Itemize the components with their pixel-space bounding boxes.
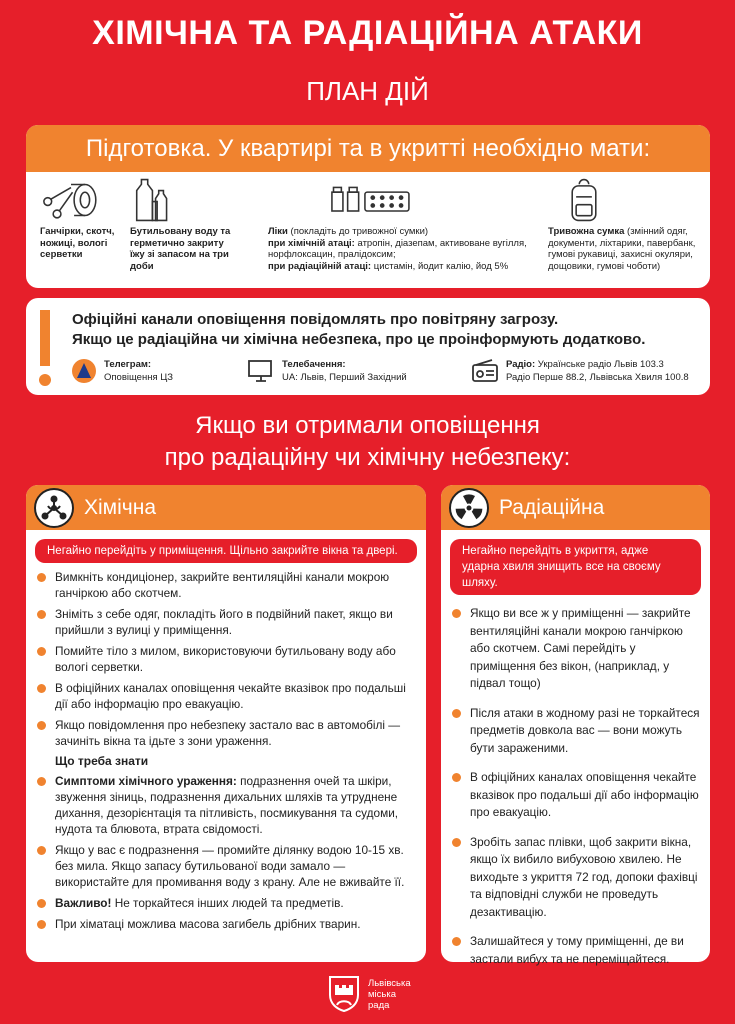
radiation-urgent-notice: Негайно перейдіть в укриття, адже ударна хвиля знищить все на своєму шляху. [450,539,701,595]
channel-radio: Радіо: Українське радіо Львів 103.3 Радіо Перше 88.2, Львівська Хвиля 100.8 [472,358,689,384]
lviv-city-council-logo: Львівська міська рада [328,975,411,1013]
lviv-coat-of-arms-icon [328,975,360,1013]
list-item: В офіційних каналах оповіщення чекайте вказівок про подальші дії або інформацію про евакуацію. [37,680,416,712]
channel-tv: Телебачення: UA: Львів, Перший Західний [248,358,407,384]
if-alert-heading: Якщо ви отримали оповіщення про радіаційну чи хімічну небезпеку: [164,412,571,471]
list-item: Якщо ви все ж у приміщенні — закрийте вентиляційні канали мокрою ганчіркою або скотчем. Самі перейдіть у приміщення без вікон, (наприклад, у підвал тощо) [452,605,700,693]
tv-icon [248,359,274,383]
prep-item-medicine: Ліки (покладіть до тривожної сумки) при хімічній атаці: атропін, діазепам, активоване вугілля, норфлоксацин, пралідоксим; при радіаційній атаці: цистамін, йодит калію, йод 5% [268,178,528,272]
radio-icon [472,359,498,383]
chemical-card [26,485,426,962]
channel-telegram: Телеграм: Оповіщення ЦЗ [72,358,173,384]
list-item: Вимкніть кондиціонер, закрийте вентиляційні канали мокрою ганчіркою або скотчем. [37,569,416,601]
preparation-panel [26,125,710,288]
backpack-icon [568,178,600,222]
water-bottles-icon [130,178,178,222]
poster-subtitle: ПЛАН ДІЙ [306,76,429,106]
preparation-heading: Підготовка. У квартирі та в укритті необхідно мати: [26,125,710,172]
prep-item-water: Бутильовану воду та герметично закриту їжу зі запасом на три доби [130,178,238,272]
poster-title: ХІМІЧНА ТА РАДІАЦІЙНА АТАКИ [92,14,643,52]
list-item: При хіматаці можлива масова загибель дрібних тварин. [37,916,416,932]
radiation-hazard-icon [449,488,489,528]
radiation-heading: Радіаційна [441,485,710,530]
chemical-heading: Хімічна [26,485,426,530]
list-item: Залишайтеся у тому приміщенні, де ви застали вибух та не переміщайтеся. [452,933,700,968]
civil-protection-icon [72,359,96,383]
list-item: Важливо! Не торкайтеся інших людей та предметів. [37,895,416,911]
list-item: Якщо у вас є подразнення — промийте ділянку водою 10-15 хв. без мила. Якщо запасу бутильованої води замало — використайте для промивання воду з крану. Але не вживайте її. [37,842,416,890]
alert-panel [26,298,710,395]
scissors-tape-icon [40,178,102,222]
prep-item-rags: Ганчірки, скотч, ножиці, вологі серветки [40,178,118,272]
alert-text: Офіційні канали оповіщення повідомлять про повітряну загрозу. Якщо це радіаційна чи хімічна небезпека, про це проінформують додатково. [72,311,646,348]
list-item: Зніміть з себе одяг, покладіть його в подвійний пакет, якщо ви прийшли з вулиці у приміщення. [37,606,416,638]
radiation-card [441,485,710,966]
list-item: В офіційних каналах оповіщення чекайте вказівок про подальші дії або інформацію про евакуацію. [452,769,700,822]
what-to-know-heading: Що треба знати [55,754,149,768]
list-item: Помийте тіло з милом, використовуючи бутильовану воду або вологі серветки. [37,643,416,675]
list-item: Якщо повідомлення про небезпеку застало вас в автомобілі — зачиніть вікна та ідьте з зони ураження. [37,717,416,749]
chemical-hazard-icon [34,488,74,528]
medicine-icon [328,178,416,222]
prep-item-emergency-bag: Тривожна сумка (змінний одяг, документи, ліхтарики, павербанк, гумові рукавиці, захисні окуляри, дощовики, гумові чоботи) [548,178,698,272]
chemical-urgent-notice: Негайно перейдіть у приміщення. Щільно закрийте вікна та двері. [35,539,417,563]
exclamation-icon [38,310,52,390]
list-item: Симптоми хімічного ураження: подразнення очей та шкіри, звуження зіниць, подразнення дихальних шляхів та утруднене дихання, дезорієнтація та пітливість, посмикування та судоми, нудота та блювота, втрата свідомості. [37,773,416,837]
list-item: Після атаки в жодному разі не торкайтеся предметів довкола вас — вони можуть бути зараженими. [452,705,700,758]
list-item: Зробіть запас плівки, щоб закрити вікна, якщо їх вибило вибуховою хвилею. Не виходьте з укриття 72 год, допоки фахівці та відповідні служби не проведуть дезактивацію. [452,834,700,922]
